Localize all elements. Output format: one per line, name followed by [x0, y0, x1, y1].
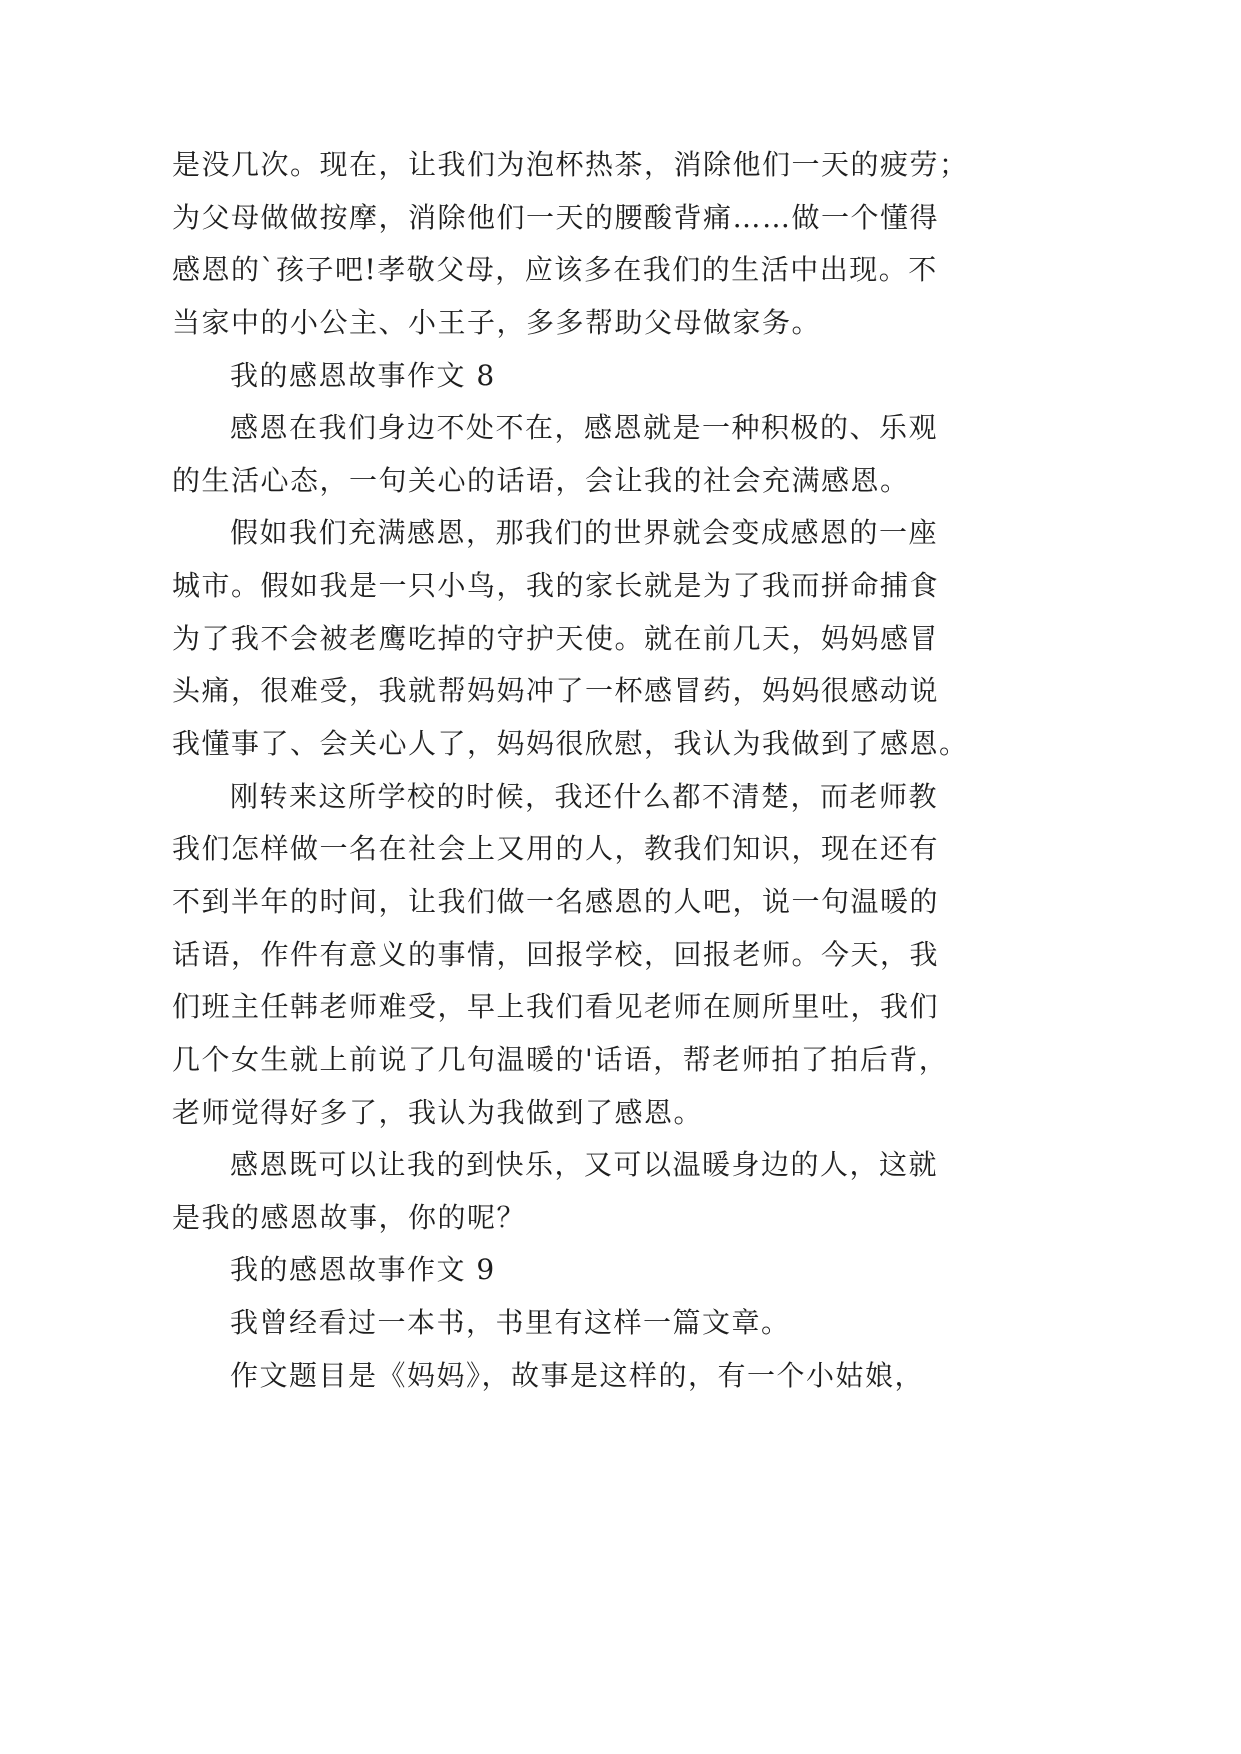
paragraph [172, 402, 992, 507]
section-heading [172, 1244, 992, 1297]
text-line: 老师觉得好多了，我认为我做到了感恩。 [172, 1095, 704, 1129]
text-line: 的生活心态，一句关心的话语，会让我的社会充满感恩。 [172, 463, 910, 497]
text-line: 是我的感恩故事，你的呢？ [172, 1200, 527, 1234]
document-body [172, 139, 992, 1402]
paragraph [172, 1350, 992, 1403]
text-line: 我们怎样做一名在社会上又用的人，教我们知识，现在还有 [172, 832, 940, 866]
paragraph [172, 507, 992, 770]
text-line: 们班主任韩老师难受，早上我们看见老师在厕所里吐，我们 [172, 990, 940, 1024]
text-line: 感恩在我们身边不处不在，感恩就是一种积极的、乐观 [230, 411, 939, 445]
text-line: 是没几次。现在，让我们为泡杯热茶，消除他们一天的疲劳； [172, 148, 969, 181]
text-line: 作文题目是《妈妈》，故事是这样的，有一个小姑娘， [230, 1358, 925, 1392]
section-heading-text: 我的感恩故事作文 8 [230, 358, 496, 392]
text-line: 当家中的小公主、小王子，多多帮助父母做家务。 [172, 305, 822, 339]
text-line: 刚转来这所学校的时候，我还什么都不清楚，而老师教 [230, 779, 939, 813]
text-line: 为父母做做按摩，消除他们一天的腰酸背痛……做一个懂得 [172, 200, 940, 234]
paragraph [172, 1297, 992, 1350]
text-line: 感恩的`孩子吧!孝敬父母，应该多在我们的生活中出现。不 [172, 253, 938, 287]
text-line: 感恩既可以让我的到快乐，又可以温暖身边的人，这就 [230, 1148, 939, 1182]
text-line: 为了我不会被老鹰吃掉的守护天使。就在前几天，妈妈感冒 [172, 621, 940, 655]
text-line: 不到半年的时间，让我们做一名感恩的人吧，说一句温暖的 [172, 884, 940, 918]
paragraph [172, 1139, 992, 1244]
text-line: 话语，作件有意义的事情，回报学校，回报老师。今天，我 [172, 937, 940, 971]
text-line: 假如我们充满感恩，那我们的世界就会变成感恩的一座 [230, 516, 939, 550]
text-line: 我曾经看过一本书，书里有这样一篇文章。 [230, 1306, 791, 1340]
text-line: 我懂事了、会关心人了，妈妈很欣慰，我认为我做到了感恩。 [172, 727, 969, 761]
section-heading [172, 350, 992, 403]
text-line: 几个女生就上前说了几句温暖的'话语，帮老师拍了拍后背， [172, 1042, 949, 1076]
paragraph [172, 139, 992, 350]
section-heading-text: 我的感恩故事作文 9 [230, 1253, 496, 1287]
paragraph [172, 771, 992, 1139]
text-line: 头痛，很难受，我就帮妈妈冲了一杯感冒药，妈妈很感动说 [172, 674, 940, 708]
text-line: 城市。假如我是一只小鸟，我的家长就是为了我而拼命捕食 [172, 569, 940, 603]
